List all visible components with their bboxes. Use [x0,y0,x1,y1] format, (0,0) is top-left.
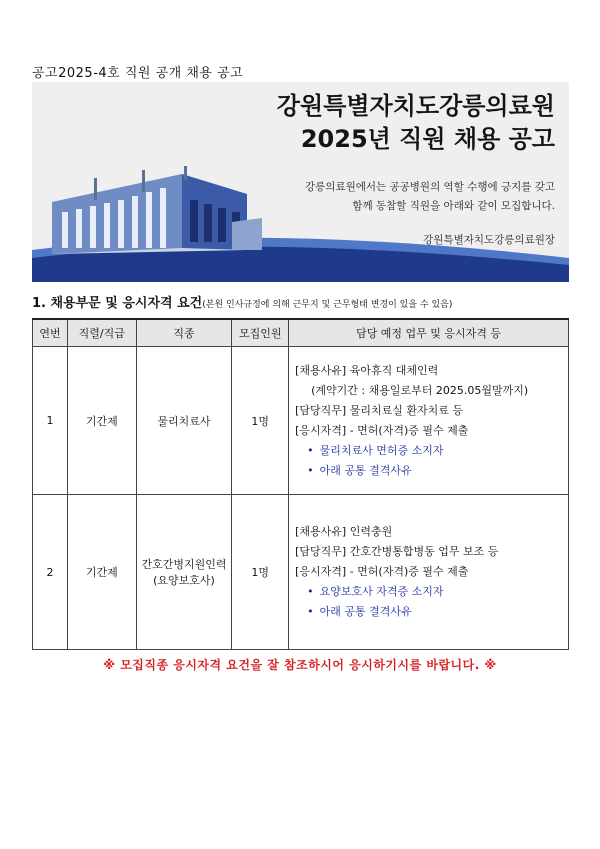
row-job-line1: 간호간병지원인력 [141,558,227,571]
row-job [136,347,232,495]
header-job: 직종 [136,319,232,347]
row-job [136,495,232,650]
footer-note: ※ 모집직종 응시자격 요건을 잘 참조하시어 응시하기시를 바랍니다. ※ [103,658,497,672]
banner-desc-line1: 강릉의료원에서는 공공병원의 역할 수행에 긍지를 갖고 [305,181,555,193]
notice-number: 공고2025-4호 직원 공개 채용 공고 [32,66,244,81]
detail-line: [채용사유] 인력충원 [295,525,393,538]
row-no: 2 [33,495,68,650]
header-count: 모집인원 [232,319,289,347]
banner-signature: 강원특별자치도강릉의료원장 [423,234,555,246]
row-details [289,495,569,650]
row-details [289,347,569,495]
table-row [33,347,569,495]
banner-description [305,178,555,216]
section-title-text: 1. 채용부문 및 응시자격 요건 [32,296,203,311]
row-no: 1 [33,347,68,495]
banner-title-line1: 강원특별자치도강릉의료원 [276,92,555,120]
row-count: 1명 [232,495,289,650]
section-title [32,292,452,311]
banner-desc-line2: 함께 동참할 직원을 아래와 같이 모집합니다. [352,200,555,212]
header-details: 담당 예정 업무 및 응시자격 등 [289,319,569,347]
section-note: (본원 인사규정에 의해 근무지 및 근무형태 변경이 있을 수 있음) [202,300,453,310]
detail-line: [채용사유] 육아휴직 대체인력 [295,363,439,377]
header-no: 연번 [33,319,68,347]
row-job-line1: 물리치료사 [157,414,211,428]
detail-bullet: • 물리치료사 면허증 소지자 [295,441,568,461]
detail-bullet: • 아래 공통 결격사유 [295,602,568,622]
row-grade: 기간제 [67,495,136,650]
detail-line: [응시자격] - 면허(자격)증 필수 제출 [295,423,469,437]
table-header-row [33,319,569,347]
header-banner [32,82,569,282]
row-job-line2: (요양보호사) [153,574,215,587]
banner-title [277,90,555,156]
detail-line: [담당직무] 간호간병통합병동 업무 보조 등 [295,545,499,558]
row-count: 1명 [232,347,289,495]
table-row [33,495,569,650]
detail-line: [응시자격] - 면허(자격)증 필수 제출 [295,565,469,578]
row-grade: 기간제 [67,347,136,495]
detail-line: [담당직무] 물리치료실 환자치료 등 [295,403,463,417]
banner-title-line2: 2025년 직원 채용 공고 [300,125,555,153]
recruitment-table [32,318,569,650]
detail-line: (계약기간 : 채용일로부터 2025.05월말까지) [311,383,529,397]
header-grade: 직렬/직급 [67,319,136,347]
detail-bullet: • 요양보호사 자격증 소지자 [295,582,568,602]
detail-bullet: • 아래 공통 결격사유 [295,461,568,481]
